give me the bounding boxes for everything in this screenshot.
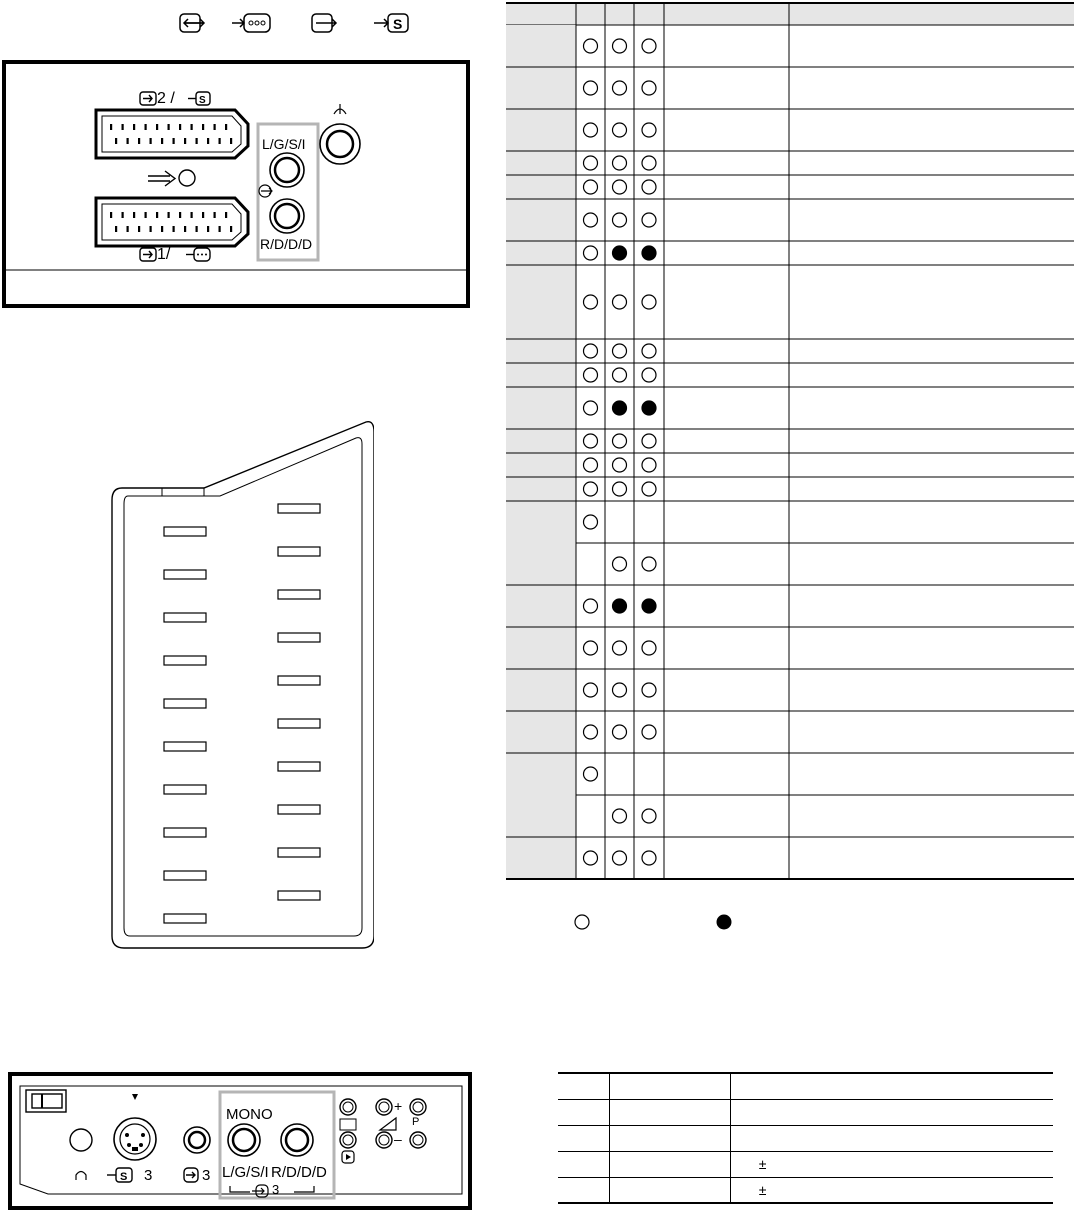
scart-contact xyxy=(161,226,163,232)
open-circle-mark xyxy=(642,683,656,697)
scart-pin-left xyxy=(164,785,206,794)
s-video-in-icon xyxy=(374,14,408,32)
s-video-small-icon xyxy=(188,92,210,106)
scart-contact xyxy=(122,124,124,130)
scart-pin-right xyxy=(278,676,320,685)
audio-right-label: R/D/D/D xyxy=(260,236,313,252)
open-circle-mark xyxy=(642,295,656,309)
scart-contact xyxy=(115,138,117,144)
open-circle-mark xyxy=(584,180,598,194)
rear-panel-diagram xyxy=(0,60,470,310)
spec-row xyxy=(558,1151,1053,1177)
scart-contact xyxy=(161,138,163,144)
input-arrow-icon xyxy=(312,14,336,32)
open-circle-mark xyxy=(642,641,656,655)
spec-cell: ± xyxy=(758,1181,767,1198)
front-audio-left-jack xyxy=(228,1124,260,1156)
legend-marks xyxy=(572,912,742,932)
scart-contact xyxy=(133,212,135,218)
open-circle-mark xyxy=(642,368,656,382)
menu-button xyxy=(340,1099,356,1115)
pin-number-cell xyxy=(506,25,576,67)
scart-pin-left xyxy=(164,656,206,665)
scart2-label: 2 / xyxy=(157,90,175,107)
open-circle-mark xyxy=(584,295,598,309)
pin-number-cell xyxy=(506,501,576,543)
open-circle-mark xyxy=(642,434,656,448)
open-circle-mark xyxy=(642,123,656,137)
headphone-jack xyxy=(70,1129,92,1151)
scart-contact xyxy=(145,124,147,130)
scart-pin-left xyxy=(164,613,206,622)
program-up-button xyxy=(410,1099,426,1115)
pin-number-cell xyxy=(506,477,576,501)
scart-contact xyxy=(173,226,175,232)
connector-symbols-row xyxy=(160,8,430,40)
scart-pin-right xyxy=(278,504,320,513)
rgb-in-icon xyxy=(232,14,270,32)
spec-table xyxy=(558,1072,1053,1204)
scart-contact xyxy=(110,124,112,130)
pin-number-cell xyxy=(506,837,576,879)
filled-circle-mark xyxy=(613,246,627,260)
pin-number-cell xyxy=(506,67,576,109)
spec-cell xyxy=(558,1177,609,1203)
ok-button xyxy=(340,1132,356,1148)
pin-number-cell xyxy=(506,363,576,387)
pin-number-cell xyxy=(506,711,576,753)
open-circle-mark xyxy=(584,81,598,95)
scart-pin-right xyxy=(278,805,320,814)
pin-number-cell xyxy=(506,109,576,151)
filled-circle-mark xyxy=(642,599,656,613)
spec-cell xyxy=(609,1125,730,1151)
scart-contact xyxy=(145,212,147,218)
scart-pin-right xyxy=(278,762,320,771)
open-circle-mark xyxy=(584,851,598,865)
legend-open-circle-icon xyxy=(575,915,589,929)
volume-plus-label: + xyxy=(394,1098,403,1114)
svg-text:S: S xyxy=(393,16,403,32)
open-circle-mark xyxy=(642,180,656,194)
pin-number-cell xyxy=(506,199,576,241)
open-circle-mark xyxy=(613,344,627,358)
spec-row xyxy=(558,1073,1053,1099)
antenna-socket xyxy=(320,124,360,164)
open-circle-mark xyxy=(584,683,598,697)
input-select-icon xyxy=(342,1151,354,1163)
headphone-icon xyxy=(76,1172,86,1181)
scart-contact xyxy=(196,138,198,144)
open-circle-mark xyxy=(613,809,627,823)
audio-out-icon xyxy=(259,185,272,197)
scart-contact xyxy=(122,212,124,218)
spec-cell xyxy=(730,1099,1053,1125)
scart-pin-right xyxy=(278,547,320,556)
open-circle-mark xyxy=(613,213,627,227)
s-video-label: 3 xyxy=(144,1167,153,1184)
open-circle-mark xyxy=(613,368,627,382)
volume-down-button xyxy=(376,1132,392,1148)
pin-number-cell xyxy=(506,795,576,837)
open-circle-mark xyxy=(584,344,598,358)
rgb-small-icon xyxy=(186,248,210,261)
scart-pin-right xyxy=(278,719,320,728)
scart1-connector xyxy=(96,198,248,246)
volume-icon xyxy=(380,1118,396,1130)
spec-row xyxy=(558,1099,1053,1125)
open-circle-mark xyxy=(613,180,627,194)
pin-number-cell xyxy=(506,669,576,711)
scart-contact xyxy=(214,124,216,130)
pin-table-header xyxy=(506,2,1074,25)
open-circle-mark xyxy=(613,482,627,496)
spec-cell xyxy=(609,1099,730,1125)
filled-circle-mark xyxy=(642,246,656,260)
open-circle-mark xyxy=(613,39,627,53)
av-link-icon xyxy=(148,170,195,186)
open-circle-mark xyxy=(584,401,598,415)
input-arrow-icon xyxy=(180,14,204,32)
open-circle-mark xyxy=(584,213,598,227)
mono-label: MONO xyxy=(226,1106,273,1123)
spec-cell xyxy=(558,1073,609,1099)
open-circle-mark xyxy=(584,641,598,655)
scart-contact xyxy=(150,138,152,144)
scart-pin-left xyxy=(164,871,206,880)
scart-pin-right xyxy=(278,848,320,857)
scart-contact xyxy=(196,226,198,232)
volume-up-button xyxy=(376,1099,392,1115)
video-in-icon xyxy=(184,1168,198,1182)
open-circle-mark xyxy=(584,482,598,496)
open-circle-mark xyxy=(642,344,656,358)
scart-contact xyxy=(214,212,216,218)
spec-cell xyxy=(730,1073,1053,1099)
open-circle-mark xyxy=(613,81,627,95)
spec-cell xyxy=(609,1177,730,1203)
scart-contact xyxy=(184,138,186,144)
pin-number-cell xyxy=(506,543,576,585)
filled-circle-mark xyxy=(613,599,627,613)
scart-pin-left xyxy=(164,914,206,923)
open-circle-mark xyxy=(613,725,627,739)
spec-cell xyxy=(558,1099,609,1125)
spec-row xyxy=(558,1177,1053,1203)
open-circle-mark xyxy=(642,557,656,571)
spec-cell xyxy=(730,1125,1053,1151)
scart-pin-left xyxy=(164,527,206,536)
scart-contact xyxy=(207,138,209,144)
legend-filled-circle-icon xyxy=(717,915,731,929)
scart-pin-left xyxy=(164,742,206,751)
open-circle-mark xyxy=(584,599,598,613)
scart-contact xyxy=(150,226,152,232)
scart-contact xyxy=(191,212,193,218)
open-circle-mark xyxy=(613,851,627,865)
pin-number-cell xyxy=(506,429,576,453)
scart2-connector xyxy=(96,110,248,158)
scart-contact xyxy=(230,226,232,232)
front-audio-left-label: L/G/S/I xyxy=(222,1164,269,1181)
scart-contact xyxy=(110,212,112,218)
scart-pin-left xyxy=(164,828,206,837)
s-video-socket xyxy=(114,1094,156,1160)
volume-minus-label: – xyxy=(394,1131,402,1147)
program-down-button xyxy=(410,1132,426,1148)
pin-number-cell xyxy=(506,175,576,199)
open-circle-mark xyxy=(584,156,598,170)
open-circle-mark xyxy=(584,767,598,781)
scart-contact xyxy=(138,138,140,144)
spec-cell xyxy=(558,1151,609,1177)
open-circle-mark xyxy=(642,458,656,472)
spec-cell xyxy=(558,1125,609,1151)
open-circle-mark xyxy=(613,123,627,137)
svg-text:S: S xyxy=(120,1171,128,1183)
video-jack xyxy=(184,1127,210,1153)
open-circle-mark xyxy=(584,246,598,260)
spec-cell xyxy=(609,1073,730,1099)
scart-contact xyxy=(179,212,181,218)
pin-number-cell xyxy=(506,585,576,627)
scart-contact xyxy=(173,138,175,144)
pin-number-cell xyxy=(506,627,576,669)
open-circle-mark xyxy=(584,368,598,382)
audio-right-jack xyxy=(270,199,304,233)
scart-contact xyxy=(230,138,232,144)
scart-pin-diagram xyxy=(108,420,374,956)
scart-contact xyxy=(184,226,186,232)
pin-number-cell xyxy=(506,339,576,363)
open-circle-mark xyxy=(584,434,598,448)
open-circle-mark xyxy=(613,295,627,309)
filled-circle-mark xyxy=(642,401,656,415)
pin-number-cell xyxy=(506,241,576,265)
open-circle-mark xyxy=(642,725,656,739)
scart-contact xyxy=(191,124,193,130)
scart-contact xyxy=(207,226,209,232)
pin-number-cell xyxy=(506,265,576,339)
open-circle-mark xyxy=(613,641,627,655)
pin-number-cell xyxy=(506,753,576,795)
open-circle-mark xyxy=(642,39,656,53)
menu-icon xyxy=(340,1119,356,1130)
scart1-icon xyxy=(140,248,156,261)
scart-contact xyxy=(225,212,227,218)
pin-number-cell xyxy=(506,151,576,175)
power-switch xyxy=(26,1090,66,1112)
scart-contact xyxy=(179,124,181,130)
scart2-icon xyxy=(140,92,156,105)
spec-cell xyxy=(609,1151,730,1177)
scart-contact xyxy=(168,124,170,130)
scart-contact xyxy=(219,138,221,144)
pin-number-cell xyxy=(506,453,576,477)
scart-contact xyxy=(115,226,117,232)
scart-contact xyxy=(202,124,204,130)
open-circle-mark xyxy=(613,434,627,448)
open-circle-mark xyxy=(613,458,627,472)
s-video-icon xyxy=(107,1168,132,1183)
scart-contact xyxy=(219,226,221,232)
program-label: P xyxy=(412,1116,420,1128)
scart-contact xyxy=(127,138,129,144)
scart-contact xyxy=(133,124,135,130)
antenna-icon xyxy=(334,104,346,114)
scart-pin-right xyxy=(278,891,320,900)
front-audio-right-jack xyxy=(281,1124,313,1156)
open-circle-mark xyxy=(584,515,598,529)
open-circle-mark xyxy=(584,123,598,137)
scart-pin-right xyxy=(278,633,320,642)
scart-contact xyxy=(202,212,204,218)
scart-contact xyxy=(156,124,158,130)
open-circle-mark xyxy=(613,156,627,170)
spec-row xyxy=(558,1125,1053,1151)
front-audio-right-label: R/D/D/D xyxy=(271,1164,327,1181)
video-label: 3 xyxy=(202,1167,211,1184)
open-circle-mark xyxy=(642,81,656,95)
open-circle-mark xyxy=(613,683,627,697)
audio-left-label: L/G/S/I xyxy=(262,136,306,152)
open-circle-mark xyxy=(642,851,656,865)
open-circle-mark xyxy=(584,458,598,472)
open-circle-mark xyxy=(584,39,598,53)
scart-contact xyxy=(225,124,227,130)
pin-table xyxy=(506,2,1074,886)
open-circle-mark xyxy=(642,482,656,496)
filled-circle-mark xyxy=(613,401,627,415)
open-circle-mark xyxy=(584,725,598,739)
scart1-label: 1/ xyxy=(157,246,171,263)
open-circle-mark xyxy=(642,213,656,227)
pin-number-cell xyxy=(506,387,576,429)
open-circle-mark xyxy=(642,809,656,823)
audio-group-label: 3 xyxy=(272,1182,280,1197)
scart-contact xyxy=(156,212,158,218)
scart-contact xyxy=(138,226,140,232)
audio-in-small-icon xyxy=(252,1185,268,1197)
scart-pin-left xyxy=(164,699,206,708)
audio-left-jack xyxy=(270,153,304,187)
front-panel-diagram xyxy=(8,1072,472,1210)
scart-pin-left xyxy=(164,570,206,579)
svg-text:S: S xyxy=(199,95,206,106)
open-circle-mark xyxy=(642,156,656,170)
spec-cell: ± xyxy=(730,1151,1053,1177)
scart-contact xyxy=(168,212,170,218)
scart-contact xyxy=(127,226,129,232)
open-circle-mark xyxy=(613,557,627,571)
scart-pin-right xyxy=(278,590,320,599)
